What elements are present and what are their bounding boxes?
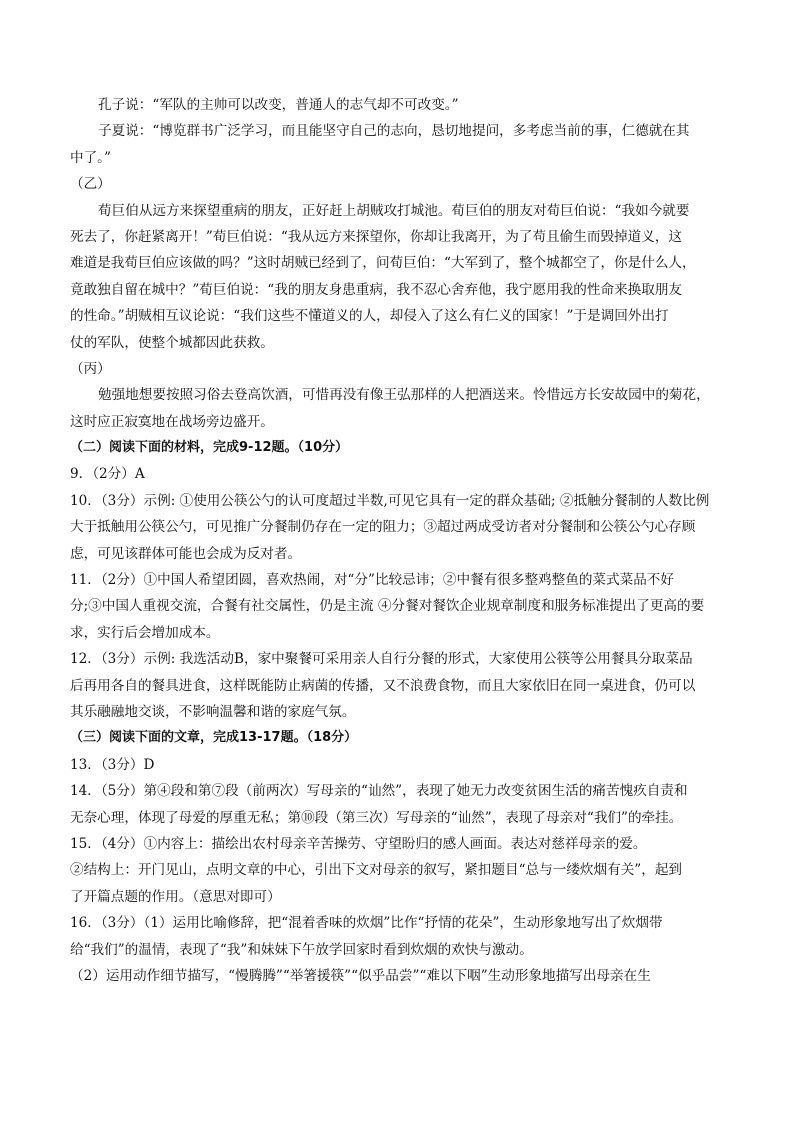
answer-line: （2）运用动作细节描写，“慢腾腾”“举箸援筷”“似乎品尝”“难以下咽”生动形象地描写出母亲在生 bbox=[70, 967, 651, 984]
answer-line: 9．（2分）A bbox=[70, 466, 145, 483]
answer-line: 13．（3分）D bbox=[70, 756, 155, 773]
document-page bbox=[70, 92, 730, 989]
text-line: 孔子说：“军队的主帅可以改变，普通人的志气却不可改变。” bbox=[98, 97, 459, 113]
text-line: 荀巨伯从远方来探望重病的朋友，正好赶上胡贼攻打城池。荀巨伯的朋友对荀巨伯说：“我如今就要 bbox=[98, 202, 690, 219]
text-line: 竟敢独自留在城中？”荀巨伯说：“我的朋友身患重病，我不忍心舍弃他，我宁愿用我的性命来换取朋友 bbox=[70, 281, 683, 298]
text-line: 死去了，你赶紧离开！”荀巨伯说：“我从远方来探望你，你却让我离开，为了苟且偷生而毁掉道义，这 bbox=[70, 228, 683, 245]
section-heading: （三）阅读下面的文章，完成13-17题。（18分） bbox=[70, 730, 358, 746]
text-line: 难道是我荀巨伯应该做的吗？”这时胡贼已经到了，问荀巨伯：“大军到了，整个城都空了，你是什么人， bbox=[70, 255, 696, 272]
answer-line: 其乐融融地交谈，不影响温馨和谐的家庭气氛。 bbox=[70, 703, 356, 720]
answer-line: ②结构上：开门见山，点明文章的中心，引出下文对母亲的叙写，紧扣题目“总与一缕炊烟有关”，起到 bbox=[70, 862, 683, 879]
answer-line: 求，实行后会增加成本。 bbox=[70, 624, 220, 641]
section-label: （丙） bbox=[70, 360, 111, 377]
answer-line: 15．（4分）①内容上：描绘出农村母亲辛苦操劳、守望盼归的感人画面。表达对慈祥母亲的爱。 bbox=[70, 835, 647, 852]
text-line: 这时应正寂寞地在战场旁边盛开。 bbox=[70, 413, 274, 430]
answer-line: 无奈心理，体现了母爱的厚重无私；第⑩段（第三次）写母亲的“讪然”，表现了母亲对“我们”的牵挂。 bbox=[70, 809, 683, 826]
answer-line: 10．（3分）示例: ①使用公筷公勺的认可度超过半数,可见它具有一定的群众基础; ②抵触分餐制的人数比例 bbox=[70, 492, 710, 509]
answer-line: 分;③中国人重视交流，合餐有社交属性，仍是主流 ④分餐对餐饮企业规章制度和服务标准提出了更高的要 bbox=[70, 598, 705, 615]
answer-line: 16．（3分）（1）运用比喻修辞，把“混着香味的炊烟”比作“抒情的花朵”，生动形象地写出了炊烟带 bbox=[70, 915, 663, 932]
answer-line: 给“我们”的温情，表现了“我”和妹妹下午放学回家时看到炊烟的欢快与激动。 bbox=[70, 941, 533, 958]
text-line: 勉强地想要按照习俗去登高饮酒，可惜再没有像王弘那样的人把酒送来。怜惜远方长安故园中的菊花， bbox=[98, 387, 710, 404]
answer-line: 大于抵触用公筷公勺，可见推广分餐制仍存在一定的阻力；③超过两成受访者对分餐制和公筷公勺心存顾 bbox=[70, 519, 696, 536]
text-line: 仗的军队，使整个城都因此获救。 bbox=[70, 334, 274, 351]
section-heading: （二）阅读下面的材料，完成9-12题。（10分） bbox=[70, 440, 349, 456]
answer-line: 12．（3分）示例: 我选活动B，家中聚餐可采用亲人自行分餐的形式，大家使用公筷等公用餐具分取菜品 bbox=[70, 651, 693, 668]
section-label: （乙） bbox=[70, 176, 111, 193]
answer-line: 后再用各自的餐具进食，这样既能防止病菌的传播，又不浪费食物，而且大家依旧在同一桌进食，仍可以 bbox=[70, 677, 696, 694]
answer-line: 了开篇点题的作用。（意思对即可） bbox=[70, 888, 281, 905]
answer-line: 11．（2分）①中国人希望团圆，喜欢热闹，对“分”比较忌讳；②中餐有很多整鸡整鱼的菜式菜品不好 bbox=[70, 572, 674, 589]
text-line: 的性命。”胡贼相互议论说：“我们这些不懂道义的人，却侵入了这么有仁义的国家！”于是调回外出打 bbox=[70, 308, 669, 325]
answer-line: 虑，可见该群体可能也会成为反对者。 bbox=[70, 545, 302, 562]
answer-line: 14．（5分）第④段和第⑦段（前两次）写母亲的“讪然”，表现了她无力改变贫困生活的痛苦愧疚自责和 bbox=[70, 783, 688, 800]
text-line: 子夏说：“博览群书广泛学习，而且能坚守自己的志向，恳切地提问，多考虑当前的事，仁德就在其 bbox=[98, 123, 690, 140]
text-line: 中了。” bbox=[70, 149, 111, 166]
